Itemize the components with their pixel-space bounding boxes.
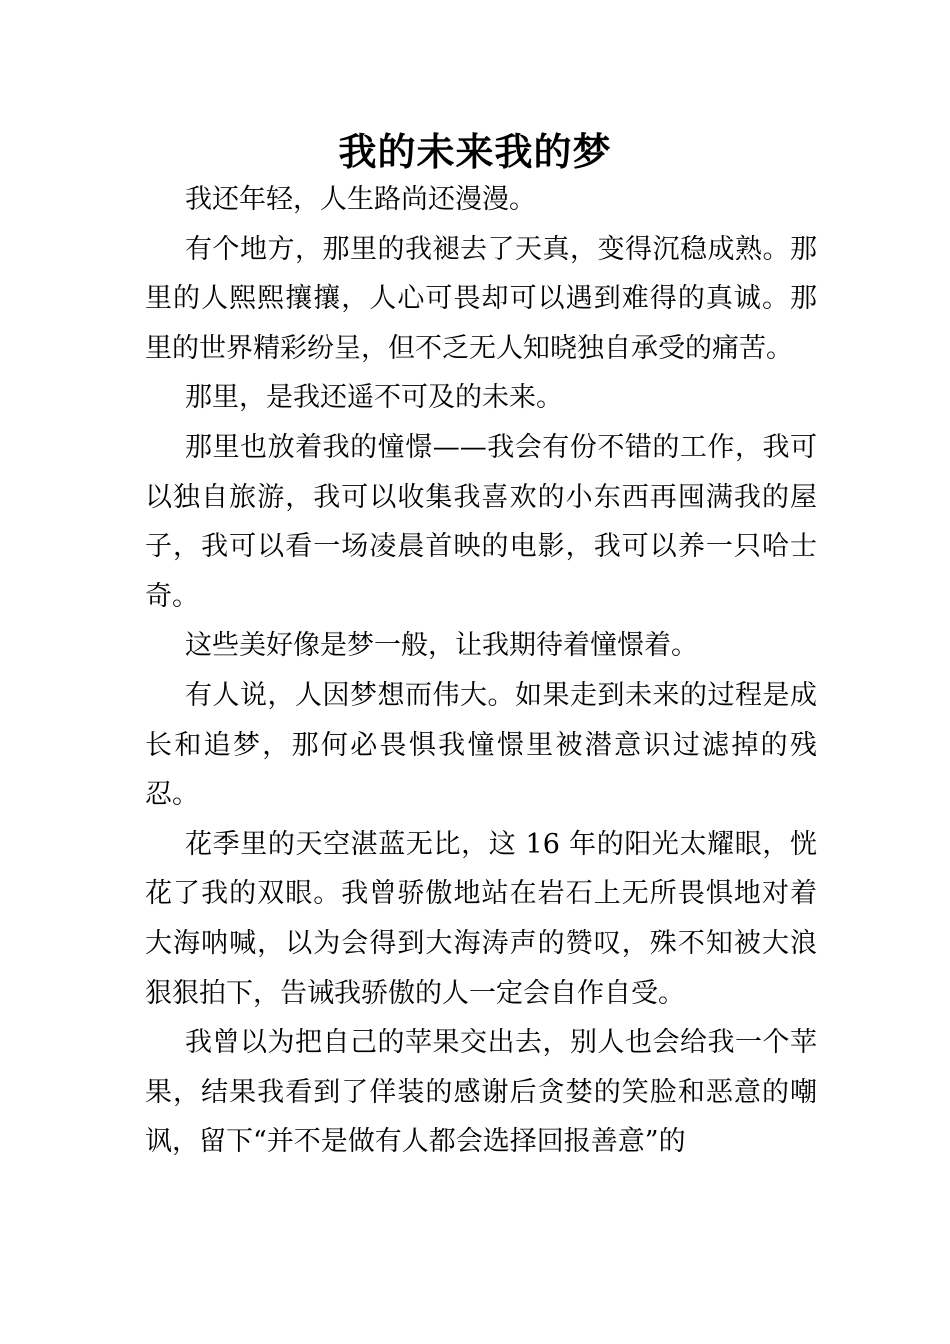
- paragraph: 有个地方，那里的我褪去了天真，变得沉稳成熟。那里的人熙熙攘攘，人心可畏却可以遇到难得的真诚。那里的世界精彩纷呈，但不乏无人知晓独自承受的痛苦。: [145, 233, 817, 364]
- paragraph: 我还年轻，人生路尚还漫漫。: [185, 184, 536, 215]
- document-title: 我的未来我的梦: [338, 129, 612, 174]
- document-body: [145, 175, 817, 1167]
- paragraph: 这些美好像是梦一般，让我期待着憧憬着。: [185, 630, 698, 662]
- paragraph: 那里，是我还遥不可及的未来。: [185, 382, 563, 414]
- paragraph: 有人说，人因梦想而伟大。如果走到未来的过程是成长和追梦，那何必畏惧我憧憬里被潜意识过滤掉的残忍。: [145, 679, 817, 811]
- paragraph: 那里也放着我的憧憬——我会有份不错的工作，我可以独自旅游，我可以收集我喜欢的小东西再囤满我的屋子，我可以看一场凌晨首映的电影，我可以养一只哈士奇。: [145, 431, 817, 612]
- paragraph: 我曾以为把自己的苹果交出去，别人也会给我一个苹果，结果我看到了佯装的感谢后贪婪的笑脸和恶意的嘲讽，留下“并不是做有人都会选择回报善意”的: [145, 1027, 817, 1158]
- paragraph: 花季里的天空湛蓝无比，这 16 年的阳光太耀眼，恍花了我的双眼。我曾骄傲地站在岩石上无所畏惧地对着大海呐喊，以为会得到大海涛声的赞叹，殊不知被大浪狠狠拍下，告诫我骄傲的人一定会自作自受。: [145, 828, 817, 1009]
